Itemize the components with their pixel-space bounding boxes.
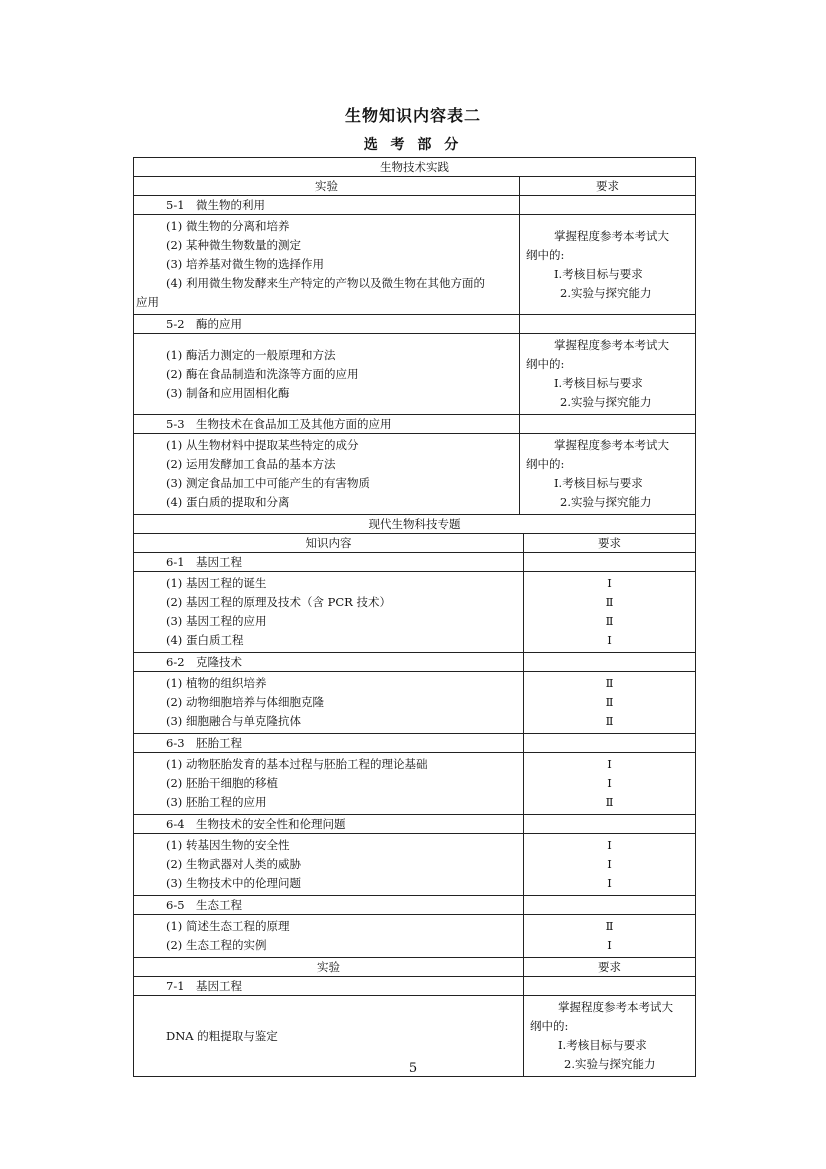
section-items (134, 434, 520, 515)
level-value: Ⅱ (605, 676, 614, 690)
section-items (134, 572, 524, 653)
section-items (134, 672, 524, 734)
list-item: (2) 运用发酵加工食品的基本方法 (166, 457, 336, 471)
list-item: (4) 蛋白质的提取和分离 (166, 495, 290, 509)
part2-col-left: 知识内容 (134, 534, 524, 553)
list-item: (1) 植物的组织培养 (166, 676, 267, 690)
level-value: Ⅱ (605, 795, 614, 809)
list-item: (1) 基因工程的诞生 (166, 576, 267, 590)
part3-col-right: 要求 (524, 958, 696, 977)
level-cell (524, 753, 696, 815)
list-item: (4) 利用微生物发酵来生产特定的产物以及微生物在其他方面的 (166, 276, 485, 290)
level-value: Ⅰ (607, 757, 612, 771)
section-items (134, 915, 524, 958)
list-item: (1) 简述生态工程的原理 (166, 919, 290, 933)
level-value: Ⅱ (605, 614, 614, 628)
requirement-cell: 掌握程度参考本考试大 纲中的: Ⅰ.考核目标与要求 2.实验与探究能力 (524, 996, 696, 1077)
list-item: (3) 培养基对微生物的选择作用 (166, 257, 324, 271)
list-item: (2) 胚胎干细胞的移植 (166, 776, 278, 790)
level-value: Ⅱ (605, 595, 614, 609)
part2-heading: 现代生物科技专题 (134, 515, 696, 534)
list-item: (1) 酶活力测定的一般原理和方法 (166, 347, 336, 362)
list-item: (2) 生物武器对人类的威胁 (166, 857, 301, 871)
list-item: (3) 细胞融合与单克隆抗体 (166, 714, 301, 728)
section-items (134, 334, 520, 415)
requirement-cell: 掌握程度参考本考试大 纲中的: Ⅰ.考核目标与要求 2.实验与探究能力 (520, 215, 696, 315)
list-item: (1) 转基因生物的安全性 (166, 838, 290, 852)
level-value: Ⅱ (605, 714, 614, 728)
section-items (134, 753, 524, 815)
list-item: (2) 酶在食品制造和洗涤等方面的应用 (166, 366, 359, 381)
level-cell (524, 572, 696, 653)
section-title: 5-3 生物技术在食品加工及其他方面的应用 (134, 415, 520, 434)
list-item: (3) 生物技术中的伦理问题 (166, 876, 301, 890)
list-item: 应用 (136, 295, 159, 309)
level-value: Ⅰ (607, 876, 612, 890)
part1-col-left: 实验 (134, 177, 520, 196)
section-title: 5-1 微生物的利用 (134, 196, 520, 215)
list-item: (1) 从生物材料中提取某些特定的成分 (166, 438, 359, 452)
section-items (134, 215, 520, 315)
part3-col-left: 实验 (134, 958, 524, 977)
level-cell (524, 834, 696, 896)
level-value: Ⅰ (607, 576, 612, 590)
level-cell (524, 672, 696, 734)
experiment-item: DNA 的粗提取与鉴定 (134, 996, 524, 1077)
requirement-cell: 掌握程度参考本考试大 纲中的: Ⅰ.考核目标与要求 2.实验与探究能力 (520, 334, 696, 415)
section-title: 6-3 胚胎工程 (134, 734, 524, 753)
list-item: (4) 蛋白质工程 (166, 633, 244, 647)
level-value: Ⅰ (607, 857, 612, 871)
section-title: 6-1 基因工程 (134, 553, 524, 572)
section-title: 6-2 克隆技术 (134, 653, 524, 672)
list-item: (1) 动物胚胎发育的基本过程与胚胎工程的理论基础 (166, 757, 428, 771)
list-item: (2) 生态工程的实例 (166, 938, 267, 952)
list-item: (3) 制备和应用固相化酶 (166, 385, 290, 400)
part1-col-right: 要求 (520, 177, 696, 196)
page-subtitle: 选 考 部 分 (363, 137, 463, 153)
level-value: Ⅰ (607, 838, 612, 852)
level-value: Ⅱ (605, 919, 614, 933)
list-item: (2) 动物细胞培养与体细胞克隆 (166, 695, 324, 709)
section-title: 6-4 生物技术的安全性和伦理问题 (134, 815, 524, 834)
requirement-cell: 掌握程度参考本考试大 纲中的: Ⅰ.考核目标与要求 2.实验与探究能力 (520, 434, 696, 515)
list-item: (1) 微生物的分离和培养 (166, 219, 290, 233)
section-title: 7-1 基因工程 (134, 977, 524, 996)
level-value: Ⅱ (605, 695, 614, 709)
list-item: (2) 某种微生物数量的测定 (166, 238, 301, 252)
section-title: 6-5 生态工程 (134, 896, 524, 915)
level-cell (524, 915, 696, 958)
section-title: 5-2 酶的应用 (134, 315, 520, 334)
level-value: Ⅰ (607, 633, 612, 647)
list-item: (3) 胚胎工程的应用 (166, 795, 267, 809)
level-value: Ⅰ (607, 938, 612, 952)
list-item: (3) 基因工程的应用 (166, 614, 267, 628)
section-items (134, 834, 524, 896)
level-value: Ⅰ (607, 776, 612, 790)
page-number: 5 (408, 1061, 418, 1076)
list-item: (2) 基因工程的原理及技术（含 PCR 技术） (166, 595, 391, 609)
part1-heading: 生物技术实践 (134, 158, 696, 177)
list-item: (3) 测定食品加工中可能产生的有害物质 (166, 476, 370, 490)
page-title: 生物知识内容表二 (344, 106, 481, 125)
content-table (133, 157, 696, 1077)
part2-col-right: 要求 (524, 534, 696, 553)
